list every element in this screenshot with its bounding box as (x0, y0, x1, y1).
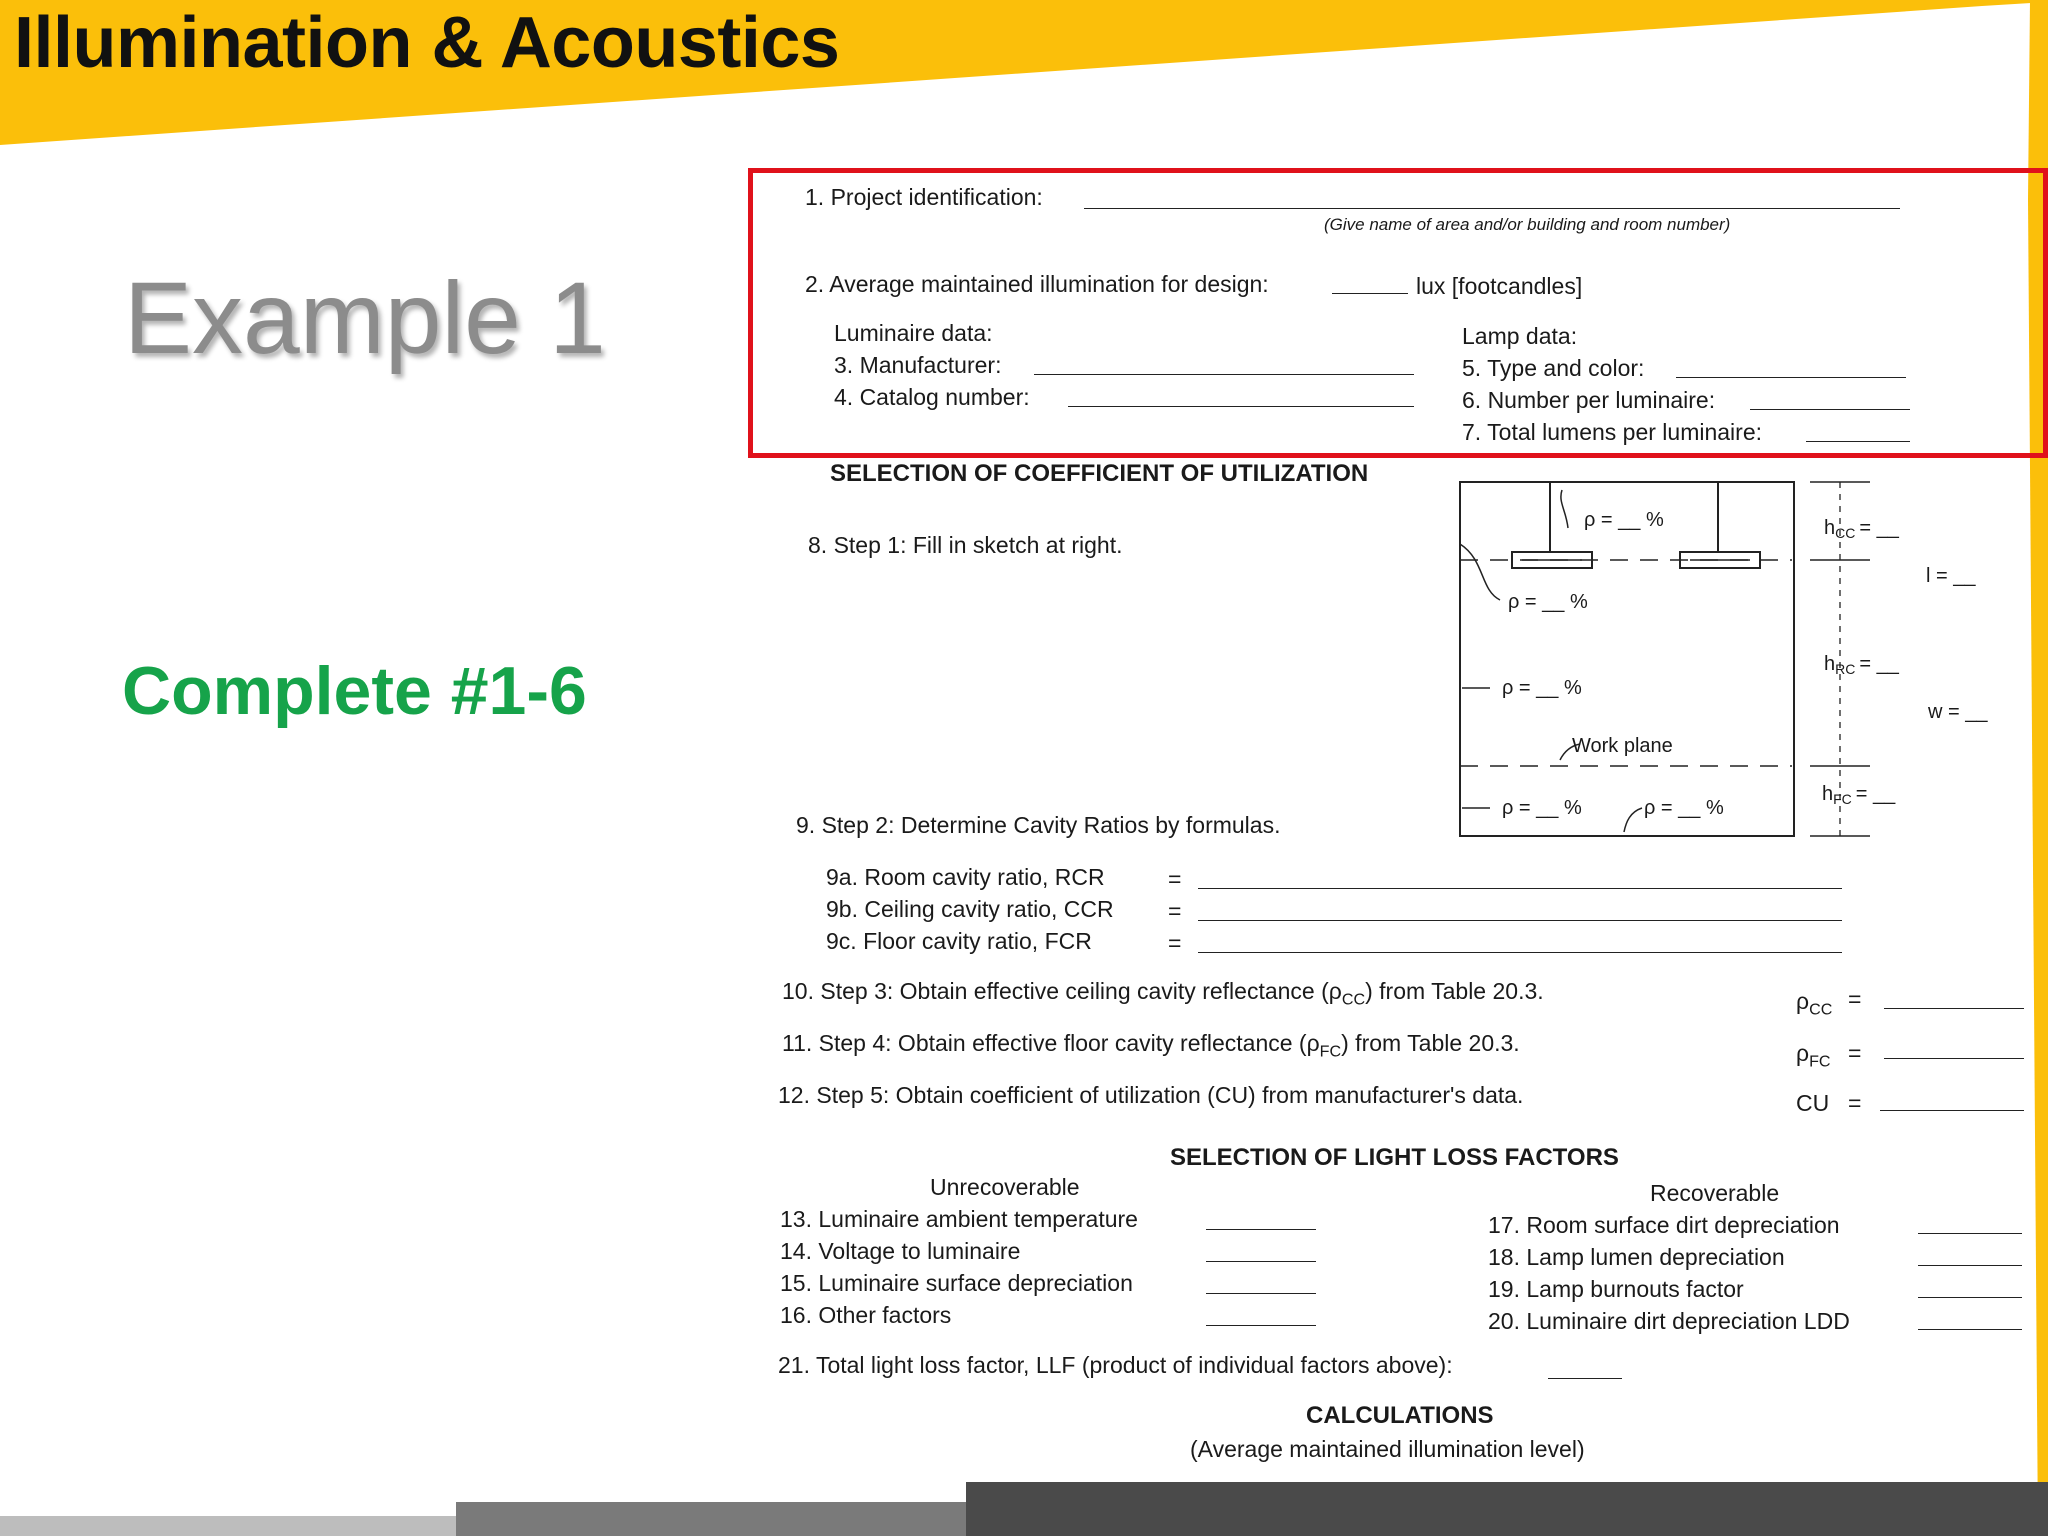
fill-line (1206, 1261, 1316, 1262)
fill-line (1918, 1297, 2022, 1298)
sketch-rho-floor: ρ = __ % (1644, 797, 1724, 819)
sketch-rho-floor-wall: ρ = __ % (1502, 797, 1582, 819)
form-item-9a: 9a. Room cavity ratio, RCR (826, 864, 1105, 890)
fill-line (1918, 1329, 2022, 1330)
form-item-14: 14. Voltage to luminaire (780, 1238, 1021, 1264)
form-item-1-hint: (Give name of area and/or building and room number) (1324, 215, 1731, 234)
sketch-width-label: w = __ (1928, 701, 1988, 723)
fill-line (1198, 920, 1842, 921)
cu-label: CU (1796, 1090, 1830, 1116)
unrecoverable-heading: Unrecoverable (930, 1174, 1080, 1200)
fill-line (1918, 1233, 2022, 1234)
footer-bar-dark (966, 1482, 2048, 1536)
eq-sign: = (1848, 1090, 1862, 1116)
form-item-21: 21. Total light loss factor, LLF (product of individual factors above): (778, 1352, 1453, 1378)
sketch-work-plane-label: Work plane (1572, 735, 1673, 757)
form-item-13: 13. Luminaire ambient temperature (780, 1206, 1138, 1232)
form-item-15: 15. Luminaire surface depreciation (780, 1270, 1133, 1296)
sketch-rho-wall: ρ = __ % (1502, 677, 1582, 699)
footer-bar-light (0, 1516, 456, 1536)
form-item-5: 5. Type and color: (1462, 355, 1645, 381)
form-item-11: 11. Step 4: Obtain effective floor cavity reflectance $(\rho_{FC})$ from Table 20.3. (782, 1030, 1520, 1061)
form-item-7: 7. Total lumens per luminaire: (1462, 419, 1762, 445)
form-item-2-unit: lux [footcandles] (1416, 273, 1583, 299)
fill-line (1198, 888, 1842, 889)
fill-line (1884, 1008, 2024, 1009)
slide-instruction: Complete #1-6 (122, 653, 587, 729)
slide-title: Example 1 (124, 261, 606, 375)
form-item-9b: 9b. Ceiling cavity ratio, CCR (826, 896, 1114, 922)
eq-sign: = (1168, 898, 1182, 924)
form-item-12: 12. Step 5: Obtain coefficient of utilization (CU) from manufacturer's data. (778, 1082, 1524, 1108)
fill-line (1880, 1110, 2024, 1111)
form-item-9c: 9c. Floor cavity ratio, FCR (826, 928, 1092, 954)
eq-sign: = (1168, 866, 1182, 892)
highlight-box (748, 168, 2048, 458)
cu-section-heading: SELECTION OF COEFFICIENT OF UTILIZATION (830, 460, 1369, 487)
form-item-4: 4. Catalog number: (834, 384, 1030, 410)
sketch-length-label: l = __ (1926, 565, 1976, 587)
calculations-heading: CALCULATIONS (1306, 1402, 1494, 1429)
sketch-h-rc-label: $h_{RC}$ = __ (1824, 653, 1899, 677)
rho-fc-label: $\rho_{FC}$ (1796, 1040, 1831, 1071)
fill-line (1884, 1058, 2024, 1059)
form-item-17: 17. Room surface dirt depreciation (1488, 1212, 1840, 1238)
sketch-rho-cavity-wall: ρ = __ % (1508, 591, 1588, 613)
header-title: Illumination & Acoustics (14, 3, 840, 83)
form-item-19: 19. Lamp burnouts factor (1488, 1276, 1744, 1302)
form-item-18: 18. Lamp lumen depreciation (1488, 1244, 1785, 1270)
rho-cc-label: $\rho_{CC}$ (1796, 988, 1833, 1019)
form-item-8: 8. Step 1: Fill in sketch at right. (808, 532, 1123, 558)
recoverable-heading: Recoverable (1650, 1180, 1780, 1206)
sketch-h-fc-label: $h_{FC}$ = __ (1822, 783, 1896, 807)
form-item-16: 16. Other factors (780, 1302, 952, 1328)
calculations-subheading: (Average maintained illumination level) (1190, 1436, 1585, 1462)
eq-sign: = (1848, 1040, 1862, 1066)
luminaire-data-heading: Luminaire data: (834, 320, 993, 346)
room-cavity-sketch (1440, 470, 2020, 850)
form-item-3: 3. Manufacturer: (834, 352, 1002, 378)
fill-line (1206, 1293, 1316, 1294)
sketch-h-cc-label: $h_{CC}$ = __ (1824, 517, 1899, 541)
llf-section-heading: SELECTION OF LIGHT LOSS FACTORS (1170, 1144, 1619, 1171)
lamp-data-heading: Lamp data: (1462, 323, 1578, 349)
form-item-20: 20. Luminaire dirt depreciation LDD (1488, 1308, 1850, 1334)
sketch-rho-ceiling: ρ = __ % (1584, 509, 1664, 531)
form-item-2: 2. Average maintained illumination for design: (805, 271, 1269, 297)
eq-sign: = (1848, 986, 1862, 1012)
fill-line (1206, 1325, 1316, 1326)
form-item-9: 9. Step 2: Determine Cavity Ratios by formulas. (796, 812, 1281, 838)
fill-line (1198, 952, 1842, 953)
form-item-1: 1. Project identification: (805, 184, 1043, 210)
form-item-10: 10. Step 3: Obtain effective ceiling cavity reflectance $(\rho_{CC})$ from Table 20.3. (782, 978, 1544, 1009)
fill-line (1918, 1265, 2022, 1266)
form-item-6: 6. Number per luminaire: (1462, 387, 1716, 413)
eq-sign: = (1168, 930, 1182, 956)
fill-line (1206, 1229, 1316, 1230)
fill-line (1548, 1378, 1622, 1379)
footer-bar-mid (456, 1502, 968, 1536)
